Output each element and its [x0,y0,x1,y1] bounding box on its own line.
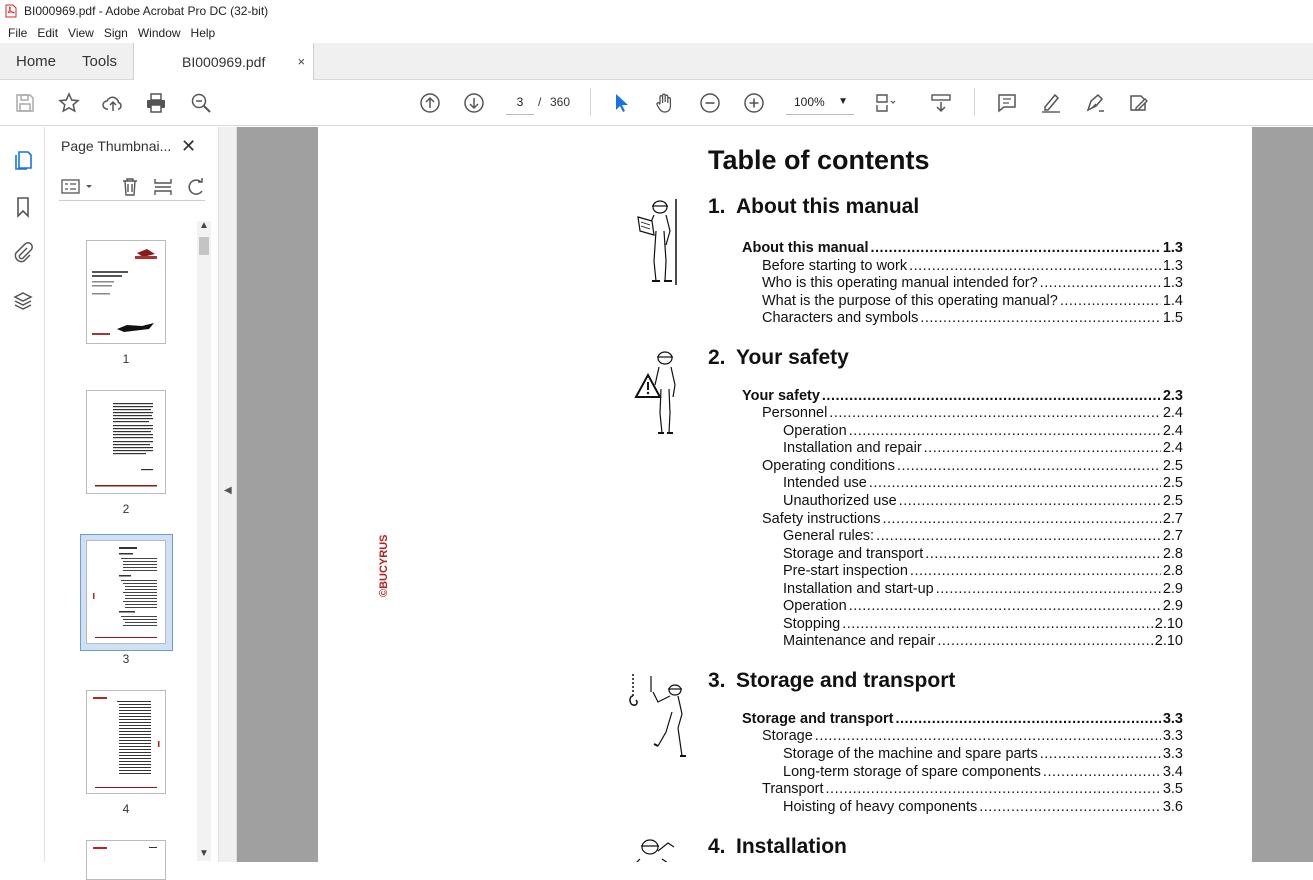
toc-entry[interactable]: Operating conditions ..... 2.5 [762,458,1183,475]
collapse-arrow-icon: ◀ [224,485,232,496]
document-viewport[interactable] [237,127,1313,862]
select-cursor-icon[interactable] [608,90,634,116]
chapter-2-heading: 2. Your safety [708,346,849,369]
page-thumbnail-4[interactable] [86,690,166,794]
toc-entry[interactable]: Transport ..... 3.5 [762,781,1183,798]
toc-entry[interactable]: Storage of the machine and spare parts ..... 3.3 [783,746,1183,763]
close-panel-icon[interactable]: ✕ [181,136,197,156]
window-title: BI000969.pdf - Adobe Acrobat Pro DC (32-bit) [24,4,269,18]
bookmark-star-icon[interactable] [56,90,82,116]
reading-worker-figure [636,197,680,285]
menu-bar [0,22,1313,43]
delete-page-icon[interactable] [119,176,141,198]
page-separator: / [538,95,542,109]
navigation-rail [0,127,45,862]
toc-entry[interactable]: Operation ..... 2.4 [783,423,1183,440]
scroll-up-icon[interactable]: ▲ [199,220,209,231]
toolbar-divider [590,88,591,116]
rotate-page-icon[interactable] [185,176,207,198]
panel-toolbar [59,175,205,201]
toolbar [0,80,1313,126]
zoom-select[interactable] [786,89,854,115]
safety-worker-figure [634,349,684,435]
toc-entry[interactable]: Who is this operating manual intended for? ..... 1.3 [762,275,1183,292]
page-thumbnail-2[interactable] [86,390,166,494]
thumbnail-scrollbar[interactable] [197,221,211,861]
toc-entry[interactable]: Your safety ..... 2.3 [742,388,1183,405]
menu-help[interactable]: Help [190,25,216,40]
find-zoom-icon[interactable] [188,90,214,116]
thumbnail-label-3: 3 [122,652,130,666]
hand-tool-icon[interactable] [652,90,678,116]
zoom-in-icon[interactable] [741,90,767,116]
toc-entry[interactable]: Installation and repair ..... 2.4 [783,440,1183,457]
scrollbar-thumb[interactable] [199,237,209,255]
toc-entry[interactable]: Stopping ..... 2.10 [783,616,1183,633]
thumbnail-label-4: 4 [122,802,130,816]
toc-entry[interactable]: Storage and transport ..... 3.3 [742,711,1183,728]
tab-tools[interactable]: Tools [82,53,118,70]
thumbnail-panel [45,127,218,862]
tab-home[interactable]: Home [16,53,57,70]
page-count: 360 [550,95,571,109]
panel-title: Page Thumbnai... [61,138,172,154]
panel-collapse-handle[interactable] [218,127,237,862]
toolbar-divider [974,88,975,116]
copyright-watermark: ©BUCYRUS [378,534,390,597]
page-thumbnails-icon[interactable] [10,147,36,173]
toc-entry[interactable]: Personnel ..... 2.4 [762,405,1183,422]
zoom-value: 100% [794,95,825,109]
toc-entry[interactable]: Storage ..... 3.3 [762,728,1183,745]
toc-entry[interactable]: Characters and symbols ..... 1.5 [762,310,1183,327]
scrolling-mode-icon[interactable] [928,90,954,116]
upload-cloud-icon[interactable] [100,90,126,116]
fill-sign-icon[interactable] [1126,90,1152,116]
toc-entry[interactable]: Storage and transport ..... 2.8 [783,546,1183,563]
menu-file[interactable]: File [8,25,28,40]
save-icon[interactable] [12,90,38,116]
viewport-margin [1252,127,1313,862]
toc-entry[interactable]: Maintenance and repair ..... 2.10 [783,633,1183,650]
toc-entry[interactable]: Safety instructions ..... 2.7 [762,511,1183,528]
menu-sign[interactable]: Sign [103,25,128,40]
hoisting-worker-figure [628,672,688,760]
toc-entry[interactable]: Long-term storage of spare components ..... 3.4 [783,764,1183,781]
zoom-out-icon[interactable] [697,90,723,116]
chapter-3-heading: 3. Storage and transport [708,669,956,692]
toc-entry[interactable]: Before starting to work ..... 1.3 [762,258,1183,275]
menu-edit[interactable]: Edit [37,25,59,40]
page-number-input[interactable]: 3 [506,89,534,115]
toc-entry[interactable]: Hoisting of heavy components ..... 3.6 [783,799,1183,816]
previous-page-icon[interactable] [417,90,443,116]
toc-entry[interactable]: About this manual ..... 1.3 [742,240,1183,257]
thumbnail-label-2: 2 [122,502,130,516]
menu-view[interactable]: View [68,25,94,40]
toc-entry[interactable]: Intended use ..... 2.5 [783,475,1183,492]
chevron-down-icon: ▼ [838,96,848,107]
page-thumbnail-1[interactable] [86,240,166,344]
toc-entry[interactable]: Pre-start inspection ..... 2.8 [783,563,1183,580]
page-thumbnail-3[interactable] [86,540,166,644]
toc-entry[interactable]: Operation ..... 2.9 [783,598,1183,615]
bookmarks-icon[interactable] [10,194,36,220]
tab-bar [0,43,1313,80]
options-menu-icon[interactable] [61,177,95,197]
comment-icon[interactable] [994,90,1020,116]
pdf-page [318,127,1252,862]
tab-document[interactable] [133,43,314,81]
pdf-file-icon [4,4,18,18]
layers-icon[interactable] [10,288,36,314]
chapter-4-heading: 4. Installation [708,835,847,858]
toc-entry[interactable]: General rules: ..... 2.7 [783,528,1183,545]
toc-entry[interactable]: What is the purpose of this operating manual? ..... 1.4 [762,293,1183,310]
thumbnail-label-1: 1 [122,352,130,366]
toc-entry[interactable]: Unauthorized use ..... 2.5 [783,493,1183,510]
chapter-1-heading: 1. About this manual [708,195,920,218]
insert-page-icon[interactable] [152,176,174,198]
page-fit-icon[interactable] [872,90,898,116]
toc-title: Table of contents [708,145,930,175]
page-thumbnail-5[interactable] [86,840,166,880]
highlight-pen-icon[interactable] [1038,90,1064,116]
print-icon[interactable] [143,90,169,116]
next-page-icon[interactable] [461,90,487,116]
scroll-down-icon[interactable]: ▼ [199,848,209,859]
attachments-icon[interactable] [10,239,36,265]
draw-pen-icon[interactable] [1082,90,1108,116]
close-tab-icon[interactable]: × [297,54,306,69]
tab-document-label: BI000969.pdf [182,54,266,70]
installation-worker-figure [634,837,680,862]
toc-entry[interactable]: Installation and start-up ..... 2.9 [783,581,1183,598]
title-bar [0,0,1313,22]
menu-window[interactable]: Window [137,25,181,40]
